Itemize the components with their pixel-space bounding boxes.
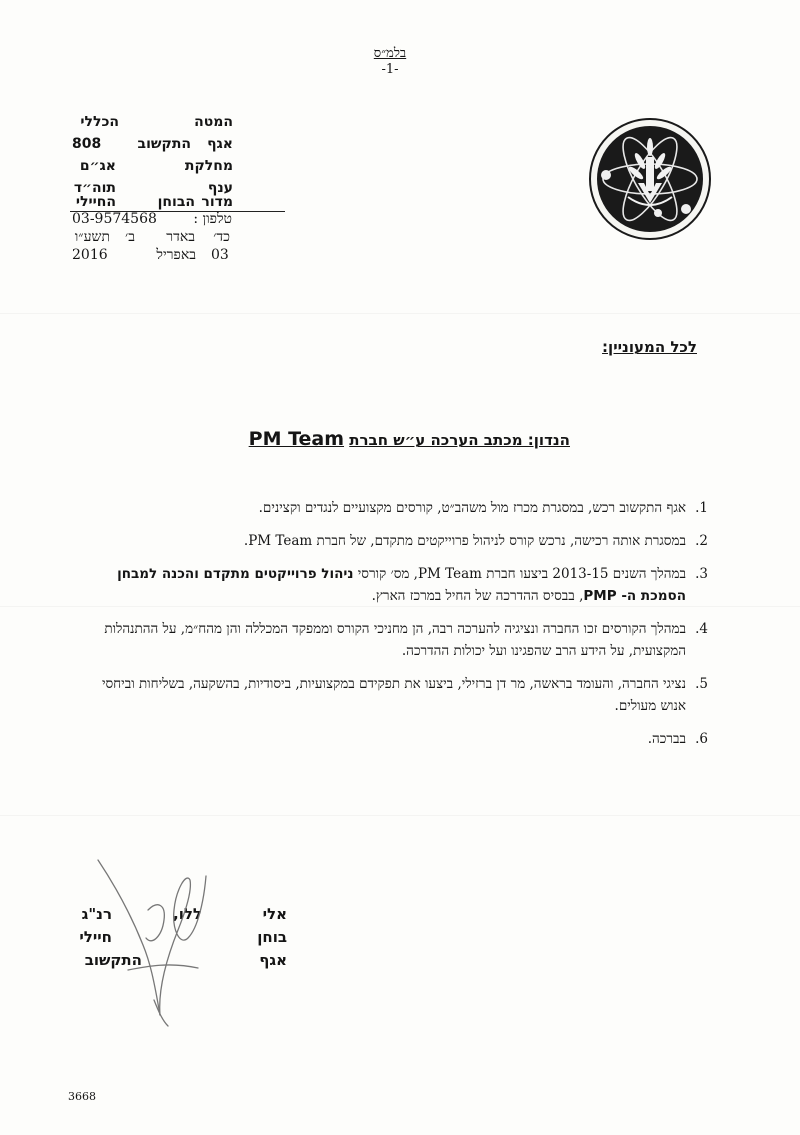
- org-word: המטה: [194, 114, 233, 130]
- org-number: 808: [72, 136, 102, 152]
- item-bold-text: ניהול פרוייקטים מתקדם והכנה למבחן הסמכת ה- PMP: [117, 566, 686, 604]
- item-text: במסגרת אותה רכישה, נרכש קורס לניהול פרוייקטים מתקדם, של חברת PM Team.: [243, 533, 686, 549]
- org-word: אגף: [207, 136, 233, 152]
- greg-date-day: 03: [211, 247, 229, 263]
- org-word: התקשוב: [137, 136, 191, 152]
- subject-line: [249, 428, 570, 450]
- org-word: מחלקת: [184, 158, 233, 174]
- item-number: 1.: [695, 500, 708, 516]
- greg-date-month: באפריל: [156, 247, 196, 263]
- item-text: בברכה.: [647, 731, 686, 747]
- org-word: ענף: [207, 180, 233, 196]
- phone-number: 03-9574568: [72, 211, 157, 227]
- phone-label: טלפון :: [193, 211, 232, 227]
- signer-unit: התקשוב: [84, 951, 142, 969]
- item-text: , בבסיס ההדרכה של החיל במרכז הארץ.: [371, 588, 584, 604]
- page-number: -1-: [381, 62, 399, 77]
- item-number: 6.: [695, 731, 708, 747]
- signer-rank: רנ"ג: [81, 905, 112, 923]
- hebrew-date-marker: ב׳: [125, 229, 135, 245]
- handwritten-signature: [88, 850, 228, 1030]
- body-items: [88, 497, 708, 761]
- document-number: 3668: [68, 1090, 96, 1103]
- list-item: [88, 530, 708, 552]
- list-item: [88, 563, 708, 607]
- hebrew-date-day: כד׳: [213, 229, 230, 245]
- item-text: אגף התקשוב רכש, במסגרת מכרז מול משהב״ט, קורסים מקצועיים לנגדים וקצינים.: [258, 500, 686, 516]
- org-word: הבוחן: [157, 194, 195, 210]
- item-text: במהלך הקורסים זכו החברה ונציגיה להערכה רבה, הן מחניכי הקורס וממפקד המכללה והן מהח״מ, על ההתנהלות המקצועית, על הידע הרב שהפגינו ועל יכולות ההדרכה.: [104, 621, 686, 659]
- org-word: תוה״ד: [73, 180, 116, 196]
- item-number: 2.: [695, 533, 708, 549]
- classification-mark: [330, 46, 450, 78]
- item-number: 4.: [695, 621, 708, 637]
- classification-text: בלמ״ס: [373, 46, 407, 61]
- signer-last-name: ללו,: [173, 905, 202, 923]
- item-number: 3.: [695, 566, 708, 582]
- org-word: מדור: [201, 194, 233, 210]
- signer-title: בוחן: [257, 928, 287, 946]
- list-item: [88, 728, 708, 750]
- subject-company: PM Team: [248, 428, 345, 450]
- list-item: [88, 497, 708, 519]
- signer-unit: אגף: [259, 951, 287, 969]
- item-number: 5.: [695, 676, 708, 692]
- list-item: [88, 618, 708, 662]
- org-word: אג״ם: [79, 158, 116, 174]
- list-item: [88, 673, 708, 717]
- hebrew-date-year: תשע״ו: [74, 229, 110, 245]
- signer-title: חיילי: [79, 928, 112, 946]
- atom-olive-branch-emblem-icon: [588, 117, 712, 241]
- paper-fold: [0, 313, 800, 314]
- recipient-line: לכל המעוניין:: [602, 338, 697, 356]
- greg-date-year: 2016: [72, 247, 108, 263]
- signer-first-name: אלי: [262, 905, 287, 923]
- org-word: החיילי: [75, 194, 116, 210]
- paper-fold: [0, 815, 800, 816]
- item-text: במהלך השנים 2013-15 ביצעו חברת PM Team, מס׳ קורסי: [357, 566, 686, 582]
- item-text: נציגי החברה, והעומד בראשה, מר דן ברזילי, ביצעו את תפקידם במקצועיות, ביסודיות, בהשקעה, בשליחות וביחסי אנוש מעולים.: [101, 676, 686, 714]
- hebrew-date-month: באדר: [166, 229, 195, 245]
- subject-prefix: הנדון: מכתב הערכה ע״ש חברת: [349, 431, 570, 449]
- org-word: הכללי: [80, 114, 119, 130]
